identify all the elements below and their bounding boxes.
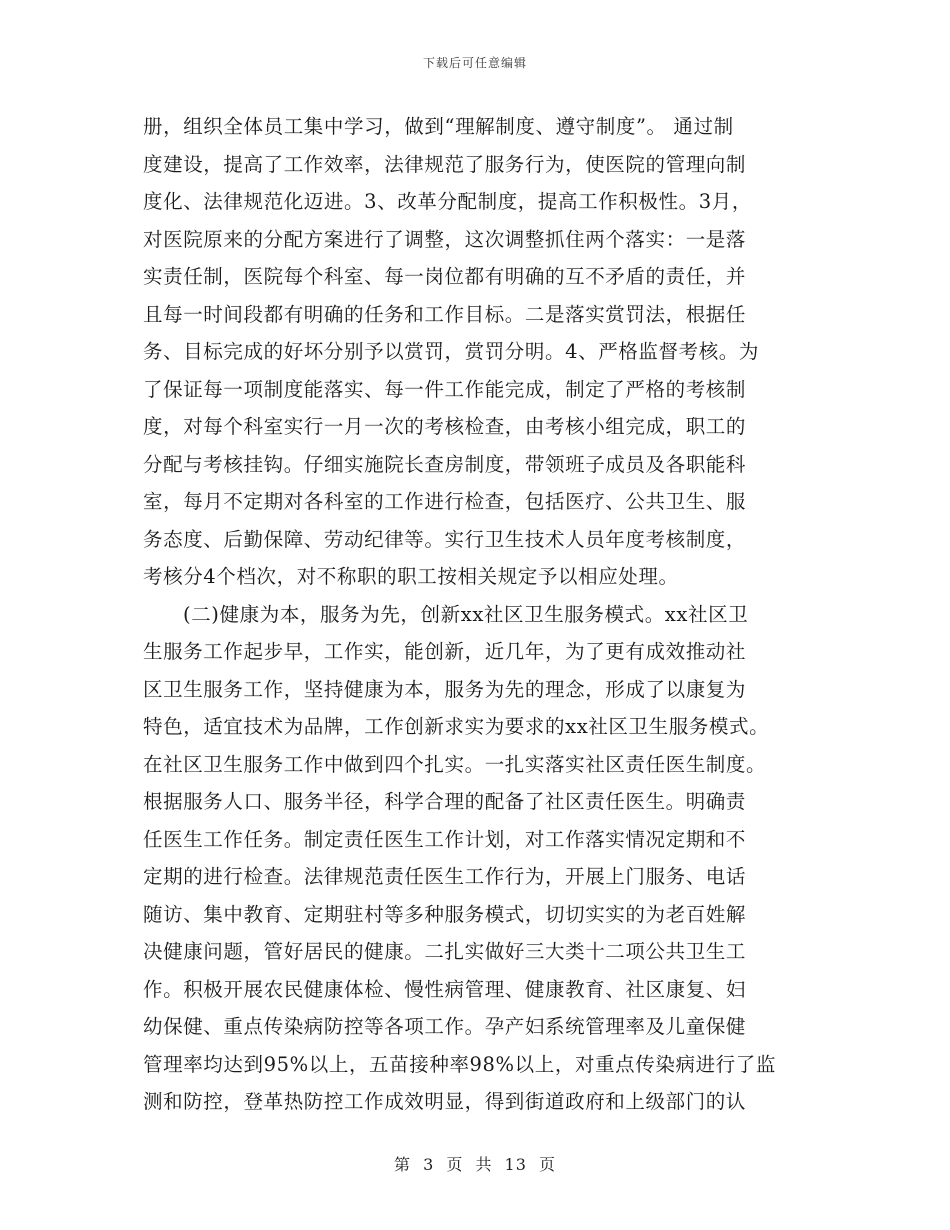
body-line: 分配与考核挂钩。仔细实施院长查房制度，带领班子成员及各职能科 (143, 452, 747, 476)
body-line: 度建设，提高了工作效率，法律规范了服务行为，使医院的管理向制 (143, 152, 747, 176)
body-line: 管理率均达到95%以上，五苗接种率98%以上，对重点传染病进行了监 (143, 1052, 776, 1076)
body-line: 了保证每一项制度能落实、每一件工作能完成，制定了严格的考核制 (143, 377, 747, 401)
body-line: 生服务工作起步早，工作实，能创新，近几年，为了更有成效推动社 (143, 640, 747, 663)
body-line: 根据服务人口、服务半径，科学合理的配备了社区责任医生。明确责 (143, 790, 747, 813)
page-header: 下载后可任意编辑 (422, 56, 527, 70)
body-line: 定期的进行检查。法律规范责任医生工作行为，开展上门服务、电话 (143, 865, 747, 888)
body-line: 度，对每个科室实行一月一次的考核检查，由考核小组完成，职工的 (143, 415, 747, 438)
body-line: 随访、集中教育、定期驻村等多种服务模式，切切实实的为老百姓解 (143, 902, 747, 926)
page-number-footer: 第 3 页 共 13 页 (394, 1155, 556, 1174)
body-line: 考核分4个档次，对不称职的职工按相关规定予以相应处理。 (143, 565, 679, 588)
body-line: 室，每月不定期对各科室的工作进行检查，包括医疗、公共卫生、服 (143, 490, 747, 513)
body-line: 对医院原来的分配方案进行了调整，这次调整抓住两个落实：一是落 (143, 227, 747, 251)
paragraph-start-line: (二)健康为本，服务为先，创新xx社区卫生服务模式。xx社区卫 (183, 602, 749, 626)
body-line: 测和防控，登革热防控工作成效明显，得到街道政府和上级部门的认 (143, 1090, 747, 1113)
body-line: 区卫生服务工作，坚持健康为本，服务为先的理念，形成了以康复为 (143, 677, 747, 701)
body-line: 特色，适宜技术为品牌，工作创新求实为要求的xx社区卫生服务模式。 (143, 715, 770, 738)
body-line: 实责任制，医院每个科室、每一岗位都有明确的互不矛盾的责任，并 (143, 265, 747, 288)
body-line: 作。积极开展农民健康体检、慢性病管理、健康教育、社区康复、妇 (143, 977, 747, 1001)
body-line: 决健康问题，管好居民的健康。二扎实做好三大类十二项公共卫生工 (143, 940, 747, 963)
body-line: 任医生工作任务。制定责任医生工作计划，对工作落实情况定期和不 (143, 827, 747, 851)
body-line: 幼保健、重点传染病防控等各项工作。孕产妇系统管理率及儿童保健 (143, 1015, 747, 1038)
body-line: 务态度、后勤保障、劳动纪律等。实行卫生技术人员年度考核制度， (143, 527, 747, 551)
body-line: 度化、法律规范化迈进。3、改革分配制度，提高工作积极性。3月， (143, 190, 752, 213)
document-body (143, 108, 813, 1121)
body-line: 在社区卫生服务工作中做到四个扎实。一扎实落实社区责任医生制度。 (143, 752, 767, 776)
body-line: 册，组织全体员工集中学习，做到“理解制度、遵守制度”。 通过制 (143, 115, 734, 138)
body-line: 且每一时间段都有明确的任务和工作目标。二是落实赏罚法，根据任 (143, 302, 747, 326)
body-line: 务、目标完成的好坏分别予以赏罚，赏罚分明。4、严格监督考核。为 (143, 340, 760, 363)
